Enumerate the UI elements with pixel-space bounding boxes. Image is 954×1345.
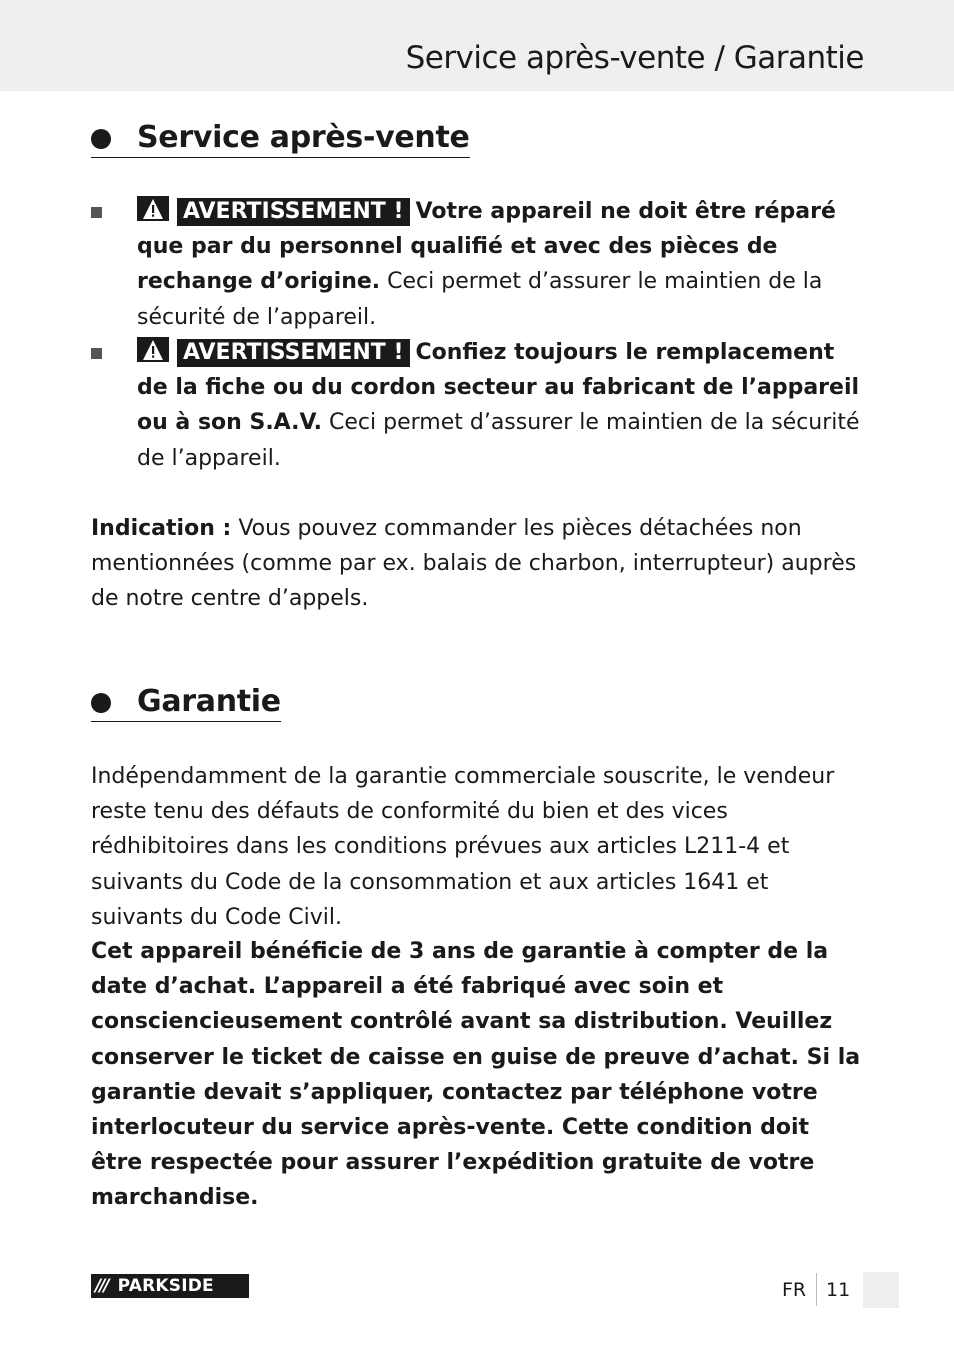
warning-triangle-icon xyxy=(137,196,169,221)
language-code: FR xyxy=(782,1279,807,1301)
page-corner-box xyxy=(863,1272,899,1308)
section-heading-garantie xyxy=(91,684,281,722)
warning-label: AVERTISSEMENT ! xyxy=(177,198,410,226)
page-title: Service après-vente / Garantie xyxy=(405,40,864,76)
warning-text: Ceci permet d’assurer le maintien de la sécurité de l’appareil. xyxy=(137,410,860,471)
warning-bold-text: Votre appareil ne doit être réparé que par du personnel qualifié et avec des pièces de rechange d’origine. xyxy=(137,199,836,295)
warning-label: AVERTISSEMENT ! xyxy=(177,339,410,367)
square-bullet-icon xyxy=(91,348,102,359)
indication-label: Indication : xyxy=(91,516,232,541)
warning-item-1 xyxy=(91,194,863,335)
warning-bold-text: Confiez toujours le remplacement de la fiche ou du cordon secteur au fabricant de l’appareil ou à son S.A.V. xyxy=(137,340,860,436)
footer-divider xyxy=(816,1273,817,1306)
logo-slashes: /// xyxy=(95,1276,108,1296)
square-bullet-icon xyxy=(91,207,102,218)
warning-text: Ceci permet d’assurer le maintien de la sécurité de l’appareil. xyxy=(137,269,823,330)
filled-circle-icon xyxy=(91,129,111,149)
garantie-paragraph-2: Cet appareil bénéficie de 3 ans de garantie à compter de la date d’achat. L’appareil a été fabriqué avec soin et consciencieusement contrôlé avant sa distribution. Veuillez conserver le ticket de caisse en guise de preuve d’achat. Si la garantie devait s’appliquer, contactez par téléphone votre interlocuteur du service après-vente. Cette condition doit être respectée pour assurer l’expédition gratuite de votre marchandise. xyxy=(91,939,861,1211)
indication-paragraph xyxy=(91,511,863,617)
section-heading-service xyxy=(91,120,470,158)
section-heading-text: Service après-vente xyxy=(137,120,470,155)
garantie-paragraph-1: Indépendamment de la garantie commerciale souscrite, le vendeur reste tenu des défauts de conformité du bien et des vices rédhibitoires dans les conditions prévues aux articles L211-4 et suivants du Code de la consommation et aux articles 1641 et suivants du Code Civil. xyxy=(91,764,835,930)
page-number: 11 xyxy=(826,1279,851,1301)
indication-text: Vous pouvez commander les pièces détachées non mentionnées (comme par ex. balais de charbon, interrupteur) auprès de notre centre d’appels. xyxy=(91,516,857,612)
logo-brand: PARKSIDE xyxy=(117,1276,214,1296)
warning-triangle-icon xyxy=(137,337,169,362)
section-heading-text: Garantie xyxy=(137,684,281,719)
parkside-logo xyxy=(91,1274,249,1298)
warning-item-2 xyxy=(91,335,863,476)
filled-circle-icon xyxy=(91,693,111,713)
